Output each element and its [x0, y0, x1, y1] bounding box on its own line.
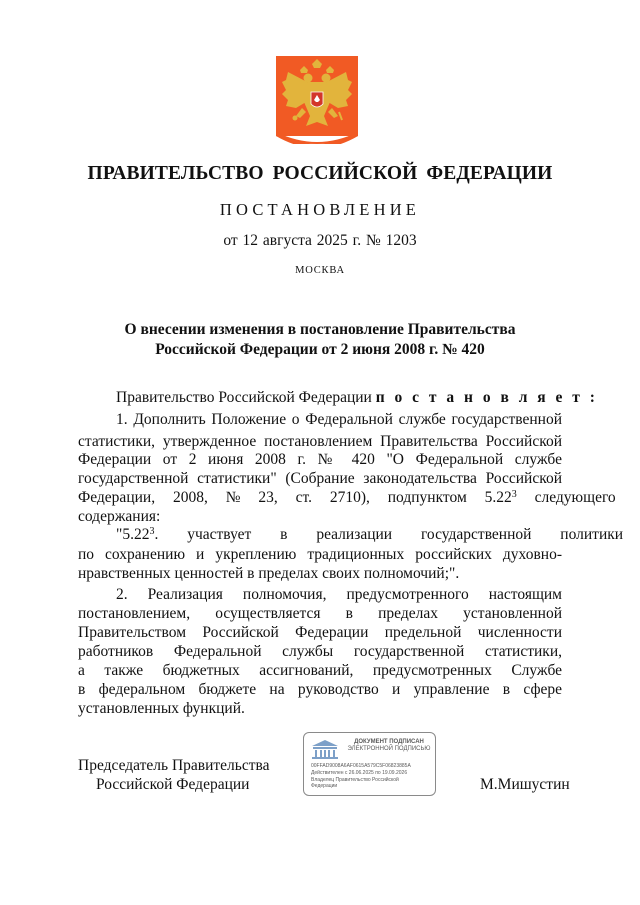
- date-and-number: от 12 августа 2025 г. № 1203: [223, 232, 417, 249]
- paragraph-line: [78, 488, 616, 507]
- coat-of-arms-emblem: [276, 56, 358, 144]
- text-run: "5.22: [116, 526, 150, 543]
- signer-name: М.Мишустин: [480, 776, 570, 793]
- decree-word: п о с т а н о в л я е т :: [375, 389, 598, 406]
- paragraph-line: а также бюджетных ассигнований, предусмотренных Службе: [78, 662, 562, 679]
- certificate-serial: 00FFAD9008A6AF0615A579C5F06823885A: [311, 763, 411, 769]
- paragraph-line: установленных функций.: [78, 700, 245, 717]
- stamp-heading: ДОКУМЕНТ ПОДПИСАН: [354, 739, 424, 745]
- city-name: МОСКВА: [295, 265, 345, 276]
- superscript: 3: [149, 526, 155, 537]
- text-run: [78, 488, 616, 507]
- certificate-owner: Владелец Правительство Российской: [311, 777, 399, 783]
- quote-line: нравственных ценностей в пределах своих полномочий;".: [78, 565, 460, 582]
- quote-line: [116, 525, 624, 544]
- government-building-icon: [310, 738, 340, 760]
- paragraph-line: 1. Дополнить Положение о Федеральной службе государственной: [116, 411, 562, 428]
- signer-position: Председатель Правительства: [78, 757, 270, 774]
- paragraph-line: содержания:: [78, 508, 161, 525]
- paragraph-line: работников Федеральной службы государственной статистики,: [78, 643, 562, 660]
- paragraph-line: Правительством Российской Федерации предельной численности: [78, 624, 562, 641]
- text-run: . участвует в реализации государственной политики: [154, 526, 624, 543]
- signer-position: Российской Федерации: [96, 776, 250, 793]
- paragraph-line: 2. Реализация полномочия, предусмотренного настоящим: [116, 586, 562, 603]
- paragraph-line: государственной статистики" (Собрание законодательства Российской: [78, 470, 562, 487]
- stamp-heading: ЭЛЕКТРОННОЙ ПОДПИСЬЮ: [347, 746, 431, 752]
- paragraph-line: в федеральном бюджете на руководство и управление в сфере: [78, 681, 562, 698]
- superscript: 3: [511, 489, 517, 500]
- text-run: следующего: [516, 489, 616, 506]
- document-title-line: О внесении изменения в постановление Правительства: [124, 321, 516, 338]
- text-run: Федерации, 2008, № 23, ст. 2710), подпунктом 5.22: [78, 489, 512, 506]
- electronic-signature-stamp: [303, 732, 436, 796]
- document-title-line: Российской Федерации от 2 июня 2008 г. № 420: [155, 341, 485, 358]
- quote-line: по сохранению и укреплению традиционных российских духовно-: [78, 546, 562, 563]
- paragraph-line: статистики, утвержденное постановлением Правительства Российской: [78, 433, 562, 450]
- document-type: ПОСТАНОВЛЕНИЕ: [219, 200, 421, 219]
- organization-heading: ПРАВИТЕЛЬСТВО РОССИЙСКОЙ ФЕДЕРАЦИИ: [87, 163, 553, 184]
- preamble-text: Правительство Российской Федерации: [116, 389, 372, 406]
- paragraph-line: Федерации от 2 июня 2008 г. № 420 "О Федеральной службе: [78, 451, 562, 468]
- certificate-owner: Федерации: [311, 783, 338, 789]
- paragraph-line: постановлением, осуществляется в пределах установленной: [78, 605, 562, 622]
- preamble-line: [116, 388, 598, 407]
- certificate-validity: Действителен с 26.06.2025 по 19.09.2026: [311, 770, 408, 776]
